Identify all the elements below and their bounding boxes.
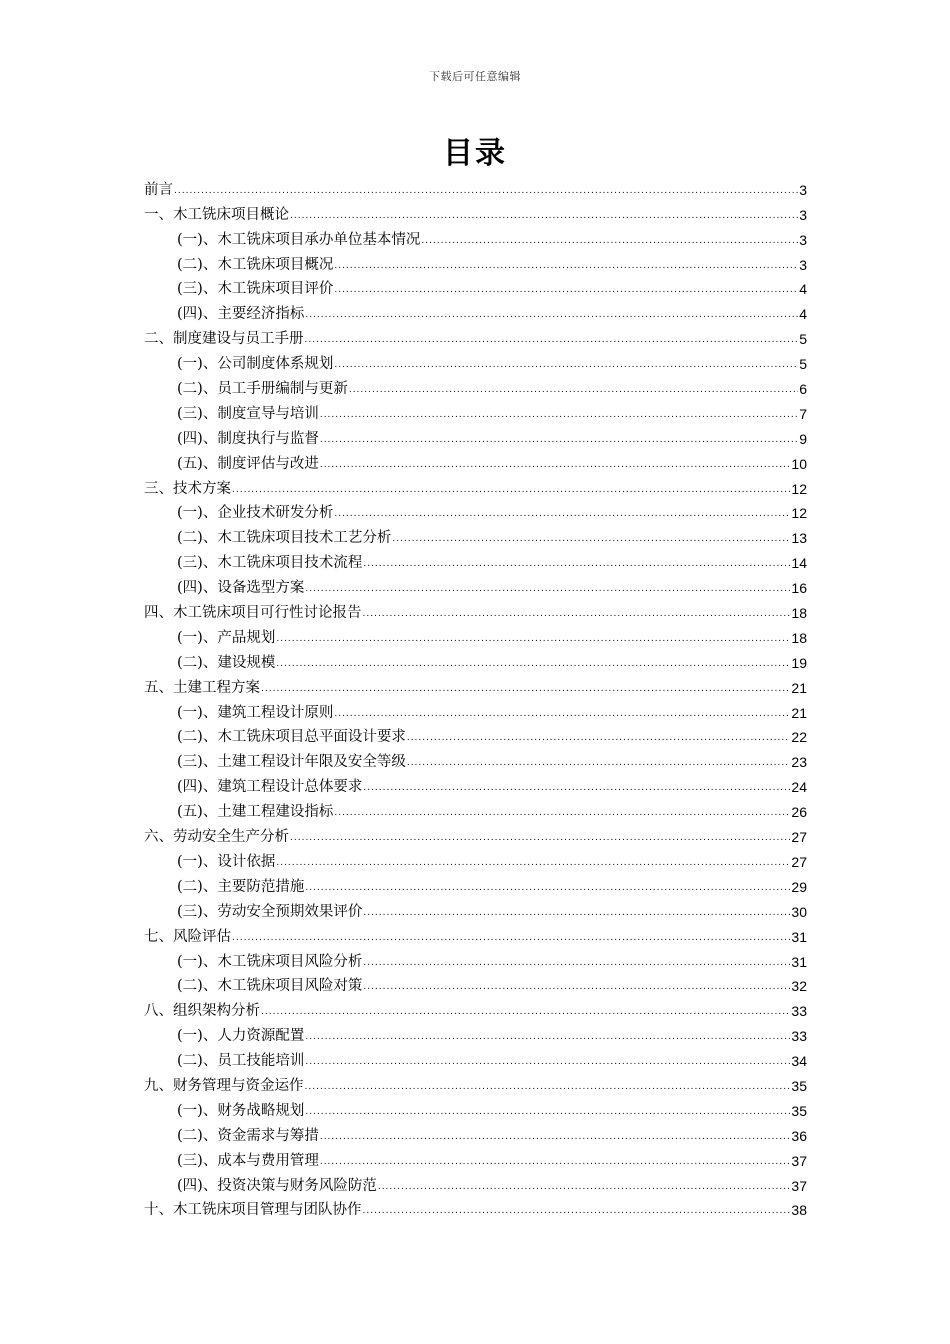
toc-page-number: 19 — [791, 654, 807, 671]
toc-dot-leader — [334, 708, 790, 722]
toc-entry-label: (三)、劳动安全预期效果评价 — [177, 903, 363, 920]
toc-entry-label: 四、木工铣床项目可行性讨论报告 — [144, 605, 362, 622]
toc-section-entry[interactable] — [144, 624, 807, 649]
toc-page-number: 24 — [791, 779, 807, 796]
toc-dot-leader — [349, 384, 798, 398]
toc-entry-label: (二)、建设规模 — [177, 654, 276, 671]
toc-chapter-entry[interactable] — [144, 176, 807, 201]
toc-entry-label: (一)、设计依据 — [177, 853, 276, 870]
toc-entry-label: (一)、公司制度体系规划 — [177, 356, 334, 373]
toc-entry-label: 七、风险评估 — [144, 928, 231, 945]
toc-entry-label: 六、劳动安全生产分析 — [144, 829, 289, 846]
toc-dot-leader — [305, 1081, 791, 1095]
toc-section-entry[interactable] — [144, 425, 807, 450]
toc-page-number: 4 — [799, 306, 807, 323]
toc-page-number: 10 — [791, 455, 807, 472]
toc-dot-leader — [363, 782, 790, 796]
toc-entry-label: (二)、木工铣床项目概况 — [177, 256, 334, 273]
toc-section-entry[interactable] — [144, 873, 807, 898]
toc-dot-leader — [232, 932, 790, 946]
toc-dot-leader — [276, 633, 790, 647]
toc-section-entry[interactable] — [144, 948, 807, 973]
toc-entry-label: (三)、成本与费用管理 — [177, 1152, 319, 1169]
toc-entry-label: 五、土建工程方案 — [144, 679, 260, 696]
toc-entry-label: (三)、木工铣床项目技术流程 — [177, 555, 363, 572]
toc-page-number: 13 — [791, 530, 807, 547]
toc-section-entry[interactable] — [144, 773, 807, 798]
toc-entry-label: (四)、制度执行与监督 — [177, 430, 319, 447]
toc-dot-leader — [305, 1106, 790, 1120]
toc-dot-leader — [305, 583, 790, 597]
toc-section-entry[interactable] — [144, 973, 807, 998]
toc-section-entry[interactable] — [144, 450, 807, 475]
toc-dot-leader — [232, 484, 790, 498]
toc-dot-leader — [320, 1131, 791, 1145]
toc-dot-leader — [334, 284, 798, 298]
toc-section-entry[interactable] — [144, 1047, 807, 1072]
toc-entry-label: (一)、产品规划 — [177, 629, 276, 646]
toc-entry-label: (二)、木工铣床项目技术工艺分析 — [177, 530, 392, 547]
toc-page-number: 3 — [799, 231, 807, 248]
toc-section-entry[interactable] — [144, 724, 807, 749]
toc-page-number: 9 — [799, 430, 807, 447]
toc-page-number: 23 — [791, 754, 807, 771]
toc-dot-leader — [392, 533, 790, 547]
toc-dot-leader — [305, 334, 799, 348]
toc-dot-leader — [363, 957, 790, 971]
toc-entry-label: (四)、主要经济指标 — [177, 306, 305, 323]
toc-page-number: 33 — [791, 1003, 807, 1020]
toc-entry-label: (三)、木工铣床项目评价 — [177, 281, 334, 298]
toc-entry-label: (二)、木工铣床项目风险对策 — [177, 978, 363, 995]
toc-chapter-entry[interactable] — [144, 599, 807, 624]
toc-entry-label: (五)、土建工程建设指标 — [177, 804, 334, 821]
toc-dot-leader — [320, 409, 798, 423]
toc-dot-leader — [363, 981, 790, 995]
toc-chapter-entry[interactable] — [144, 674, 807, 699]
toc-dot-leader — [290, 210, 798, 224]
toc-entry-label: (三)、制度宣导与培训 — [177, 405, 319, 422]
toc-chapter-entry[interactable] — [144, 997, 807, 1022]
toc-dot-leader — [261, 1006, 790, 1020]
toc-entry-label: 一、木工铣床项目概论 — [144, 206, 289, 223]
toc-section-entry[interactable] — [144, 350, 807, 375]
page-title: 目录 — [443, 136, 507, 171]
toc-page-number: 27 — [791, 829, 807, 846]
toc-page-number: 4 — [799, 281, 807, 298]
toc-entry-label: (二)、员工手册编制与更新 — [177, 381, 348, 398]
toc-chapter-entry[interactable] — [144, 823, 807, 848]
toc-entry-label: (四)、建筑工程设计总体要求 — [177, 779, 363, 796]
toc-entry-label: (一)、人力资源配置 — [177, 1028, 305, 1045]
toc-dot-leader — [320, 434, 798, 448]
toc-dot-leader — [421, 235, 798, 249]
toc-dot-leader — [334, 260, 798, 274]
toc-chapter-entry[interactable] — [144, 475, 807, 500]
toc-entry-label: (一)、木工铣床项目承办单位基本情况 — [177, 231, 421, 248]
toc-entry-label: 八、组织架构分析 — [144, 1003, 260, 1020]
toc-page-number: 3 — [799, 206, 807, 223]
toc-entry-label: (四)、投资决策与财务风险防范 — [177, 1177, 377, 1194]
toc-dot-leader — [320, 1156, 791, 1170]
toc-section-entry[interactable] — [144, 400, 807, 425]
toc-page-number: 5 — [799, 356, 807, 373]
toc-page-number: 5 — [799, 331, 807, 348]
toc-chapter-entry[interactable] — [144, 325, 807, 350]
toc-entry-label: (一)、建筑工程设计原则 — [177, 704, 334, 721]
toc-dot-leader — [407, 732, 791, 746]
toc-section-entry[interactable] — [144, 226, 807, 251]
toc-section-entry[interactable] — [144, 649, 807, 674]
toc-entry-label: (二)、木工铣床项目总平面设计要求 — [177, 729, 406, 746]
toc-page-number: 31 — [791, 928, 807, 945]
toc-chapter-entry[interactable] — [144, 1072, 807, 1097]
toc-dot-leader — [305, 882, 790, 896]
toc-dot-leader — [334, 807, 790, 821]
toc-section-entry[interactable] — [144, 574, 807, 599]
toc-entry-label: (一)、财务战略规划 — [177, 1102, 305, 1119]
toc-page-number: 3 — [799, 181, 807, 198]
toc-chapter-entry[interactable] — [144, 923, 807, 948]
toc-section-entry[interactable] — [144, 1022, 807, 1047]
toc-page-number: 6 — [799, 381, 807, 398]
toc-page-number: 22 — [791, 729, 807, 746]
toc-entry-label: (二)、员工技能培训 — [177, 1053, 305, 1070]
table-of-contents — [144, 176, 807, 1221]
toc-entry-label: 二、制度建设与员工手册 — [144, 331, 304, 348]
toc-entry-label: 三、技术方案 — [144, 480, 231, 497]
toc-dot-leader — [363, 608, 791, 622]
toc-section-entry[interactable] — [144, 848, 807, 873]
toc-page-number: 36 — [791, 1127, 807, 1144]
toc-section-entry[interactable] — [144, 524, 807, 549]
toc-section-entry[interactable] — [144, 1172, 807, 1197]
toc-page-number: 33 — [791, 1028, 807, 1045]
toc-dot-leader — [334, 359, 798, 373]
toc-entry-label: (四)、设备选型方案 — [177, 580, 305, 597]
toc-section-entry[interactable] — [144, 898, 807, 923]
toc-page-number: 35 — [791, 1077, 807, 1094]
toc-page-number: 29 — [791, 878, 807, 895]
toc-section-entry[interactable] — [144, 375, 807, 400]
toc-dot-leader — [378, 1181, 791, 1195]
toc-entry-label: (五)、制度评估与改进 — [177, 455, 319, 472]
toc-page-number: 35 — [791, 1102, 807, 1119]
toc-dot-leader — [334, 508, 790, 522]
toc-entry-label: (三)、土建工程设计年限及安全等级 — [177, 754, 406, 771]
toc-dot-leader — [174, 185, 798, 199]
toc-dot-leader — [363, 1205, 791, 1219]
toc-chapter-entry[interactable] — [144, 1197, 807, 1222]
toc-entry-label: 九、财务管理与资金运作 — [144, 1077, 304, 1094]
header-note: 下载后可任意编辑 — [429, 70, 521, 83]
toc-page-number: 38 — [791, 1202, 807, 1219]
toc-section-entry[interactable] — [144, 1097, 807, 1122]
toc-page-number: 31 — [791, 953, 807, 970]
toc-section-entry[interactable] — [144, 251, 807, 276]
toc-page-number: 16 — [791, 580, 807, 597]
toc-dot-leader — [276, 658, 790, 672]
toc-page-number: 12 — [791, 480, 807, 497]
toc-dot-leader — [363, 558, 790, 572]
toc-page-number: 37 — [791, 1152, 807, 1169]
toc-section-entry[interactable] — [144, 549, 807, 574]
toc-page-number: 7 — [799, 405, 807, 422]
toc-page-number: 18 — [791, 629, 807, 646]
toc-dot-leader — [407, 757, 791, 771]
toc-page-number: 21 — [791, 679, 807, 696]
toc-section-entry[interactable] — [144, 1147, 807, 1172]
toc-section-entry[interactable] — [144, 300, 807, 325]
toc-entry-label: (二)、资金需求与筹措 — [177, 1127, 319, 1144]
toc-page-number: 27 — [791, 853, 807, 870]
toc-entry-label: (一)、企业技术研发分析 — [177, 505, 334, 522]
toc-section-entry[interactable] — [144, 748, 807, 773]
toc-chapter-entry[interactable] — [144, 201, 807, 226]
toc-section-entry[interactable] — [144, 1122, 807, 1147]
toc-entry-label: 前言 — [144, 181, 173, 198]
toc-page-number: 14 — [791, 555, 807, 572]
toc-dot-leader — [320, 459, 791, 473]
toc-page-number: 34 — [791, 1053, 807, 1070]
toc-dot-leader — [305, 309, 798, 323]
toc-page-number: 30 — [791, 903, 807, 920]
toc-page-number: 3 — [799, 256, 807, 273]
toc-dot-leader — [290, 832, 790, 846]
toc-section-entry[interactable] — [144, 699, 807, 724]
toc-dot-leader — [363, 907, 790, 921]
toc-section-entry[interactable] — [144, 276, 807, 301]
toc-dot-leader — [276, 857, 790, 871]
toc-section-entry[interactable] — [144, 500, 807, 525]
toc-page-number: 37 — [791, 1177, 807, 1194]
toc-page-number: 32 — [791, 978, 807, 995]
toc-page-number: 21 — [791, 704, 807, 721]
toc-dot-leader — [261, 683, 790, 697]
toc-dot-leader — [305, 1031, 790, 1045]
toc-entry-label: (一)、木工铣床项目风险分析 — [177, 953, 363, 970]
toc-dot-leader — [305, 1056, 790, 1070]
toc-page-number: 12 — [791, 505, 807, 522]
toc-entry-label: 十、木工铣床项目管理与团队协作 — [144, 1202, 362, 1219]
toc-section-entry[interactable] — [144, 798, 807, 823]
toc-page-number: 18 — [791, 605, 807, 622]
toc-entry-label: (二)、主要防范措施 — [177, 878, 305, 895]
toc-page-number: 26 — [791, 804, 807, 821]
